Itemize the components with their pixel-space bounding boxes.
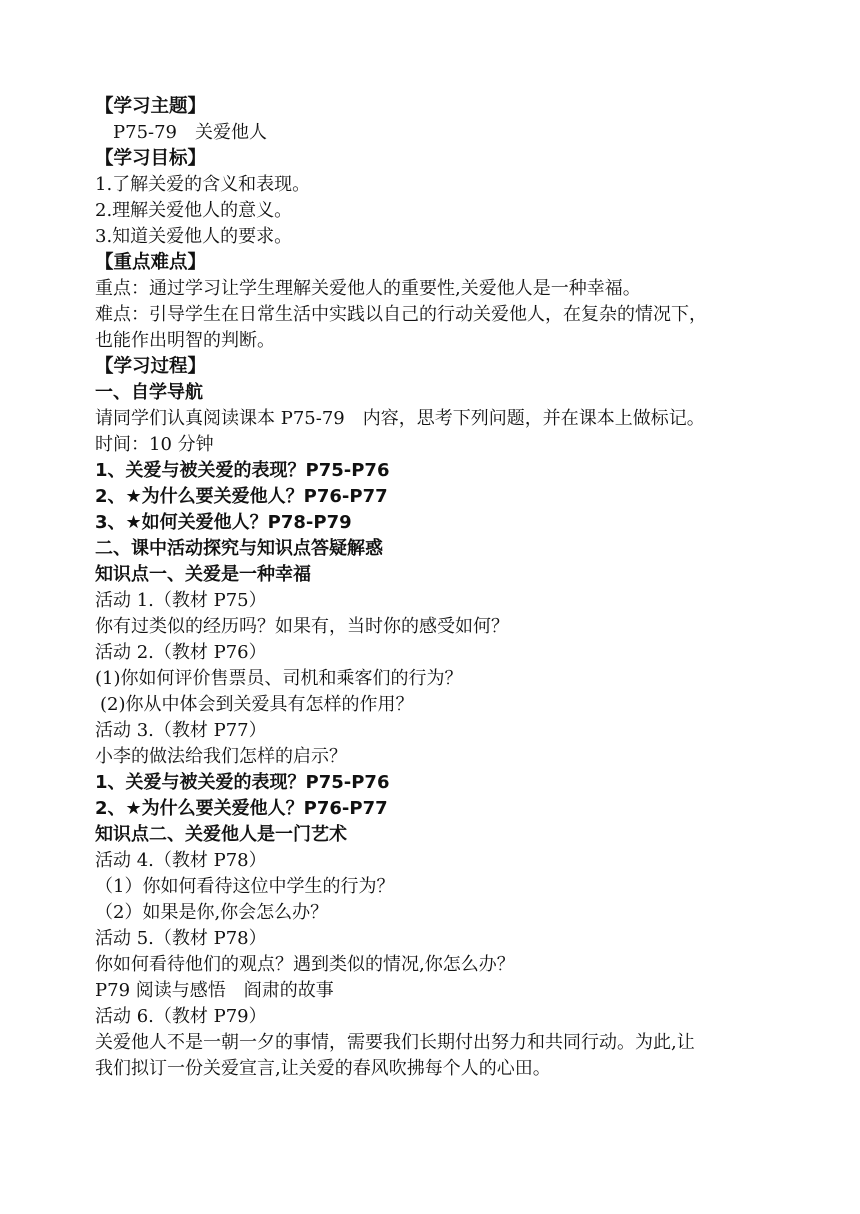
activity-3-question: 小李的做法给我们怎样的启示？ bbox=[95, 746, 347, 767]
goal-2: 2.理解关爱他人的意义。 bbox=[95, 200, 293, 221]
activity-6-text-line1: 关爱他人不是一朝一夕的事情，需要我们长期付出努力和共同行动。为此,让 bbox=[95, 1032, 695, 1053]
heading-study-goals: 【学习目标】 bbox=[95, 148, 207, 169]
reading-story: P79 阅读与感悟 阎肃的故事 bbox=[95, 980, 334, 1001]
heading-key-difficult: 【重点难点】 bbox=[95, 252, 207, 273]
knowledge-point-1: 知识点一、关爱是一种幸福 bbox=[95, 564, 311, 585]
reading-instruction: 请同学们认真阅读课本 P75-79 内容，思考下列问题，并在课本上做标记。 bbox=[95, 408, 705, 429]
difficult-point-line1: 难点：引导学生在日常生活中实践以自己的行动关爱他人，在复杂的情况下， bbox=[95, 304, 707, 325]
question-1: 1、关爱与被关爱的表现？P75-P76 bbox=[95, 460, 390, 481]
activity-4: 活动 4.（教材 P78） bbox=[95, 850, 267, 871]
activity-3: 活动 3.（教材 P77） bbox=[95, 720, 267, 741]
question-2: 2、★为什么要关爱他人？P76-P77 bbox=[95, 486, 388, 507]
activity-5-question: 你如何看待他们的观点？遇到类似的情况,你怎么办？ bbox=[95, 954, 515, 975]
activity-1-question: 你有过类似的经历吗？如果有，当时你的感受如何？ bbox=[95, 616, 509, 637]
activity-5: 活动 5.（教材 P78） bbox=[95, 928, 267, 949]
question-2-repeat: 2、★为什么要关爱他人？P76-P77 bbox=[95, 798, 388, 819]
question-3: 3、★如何关爱他人？P78-P79 bbox=[95, 512, 352, 533]
activity-2-question-2: (2)你从中体会到关爱具有怎样的作用？ bbox=[100, 694, 414, 715]
activity-4-question-2: （2）如果是你,你会怎么办？ bbox=[95, 902, 329, 923]
question-1-repeat: 1、关爱与被关爱的表现？P75-P76 bbox=[95, 772, 390, 793]
goal-1: 1.了解关爱的含义和表现。 bbox=[95, 174, 311, 195]
activity-4-question-1: （1）你如何看待这位中学生的行为？ bbox=[95, 876, 395, 897]
activity-6: 活动 6.（教材 P79） bbox=[95, 1006, 267, 1027]
heading-study-process: 【学习过程】 bbox=[95, 356, 207, 377]
activity-2-question-1: (1)你如何评价售票员、司机和乘客们的行为？ bbox=[95, 668, 463, 689]
key-point: 重点：通过学习让学生理解关爱他人的重要性,关爱他人是一种幸福。 bbox=[95, 278, 641, 299]
knowledge-point-2: 知识点二、关爱他人是一门艺术 bbox=[95, 824, 347, 845]
activity-1: 活动 1.（教材 P75） bbox=[95, 590, 267, 611]
activity-2: 活动 2.（教材 P76） bbox=[95, 642, 267, 663]
study-theme: P75-79 关爱他人 bbox=[113, 122, 268, 143]
goal-3: 3.知道关爱他人的要求。 bbox=[95, 226, 293, 247]
time-limit: 时间：10 分钟 bbox=[95, 434, 214, 455]
difficult-point-line2: 也能作出明智的判断。 bbox=[95, 330, 275, 351]
section-self-study: 一、自学导航 bbox=[95, 382, 203, 403]
activity-6-text-line2: 我们拟订一份关爱宣言,让关爱的春风吹拂每个人的心田。 bbox=[95, 1058, 551, 1079]
section-class-activities: 二、课中活动探究与知识点答疑解惑 bbox=[95, 538, 383, 559]
heading-study-theme: 【学习主题】 bbox=[95, 96, 207, 117]
